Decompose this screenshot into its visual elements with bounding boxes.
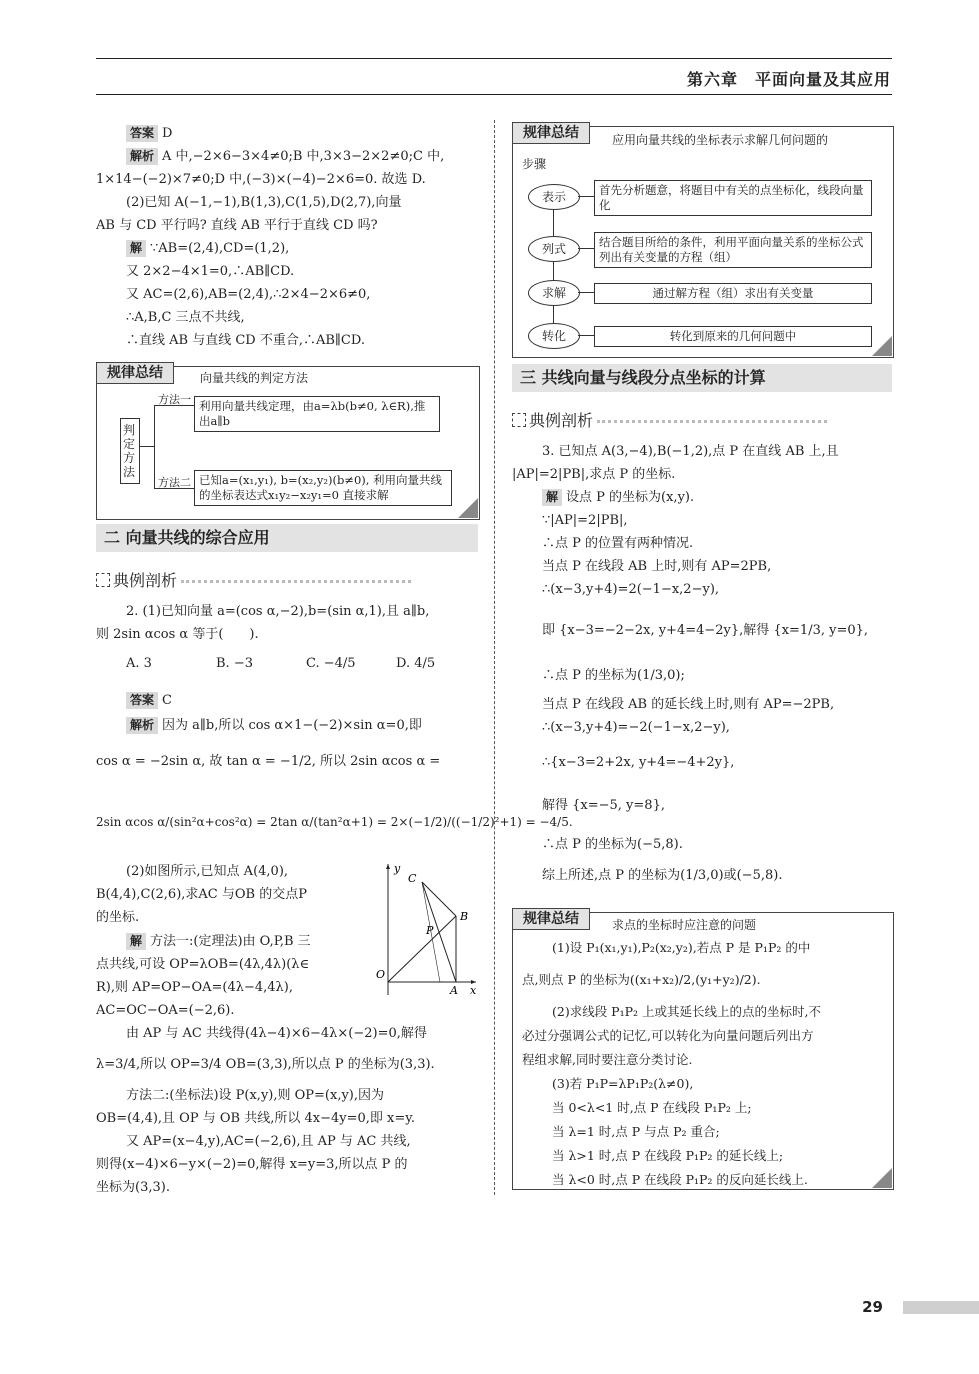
option-c: C. −4/5 bbox=[306, 656, 356, 671]
solution-line-5: ∴直线 AB 与直线 CD 不重合,∴AB∥CD. bbox=[126, 333, 365, 348]
rule3-line-8: 当 λ=1 时,点 P 与点 P₂ 重合; bbox=[552, 1124, 720, 1139]
step-1-oval: 表示 bbox=[528, 184, 580, 210]
analysis-label: 解析 bbox=[126, 148, 158, 165]
rule3-line-10: 当 λ<0 时,点 P 在线段 P₁P₂ 的反向延长线上. bbox=[552, 1172, 808, 1187]
q3-sol-3: ∴点 P 的位置有两种情况. bbox=[542, 536, 694, 551]
q1-part2-line2: AB 与 CD 平行吗? 直线 AB 平行于直线 CD 吗? bbox=[96, 218, 378, 233]
step-3-link bbox=[578, 292, 594, 293]
left-column-solution2: 解 方法一:(定理法)由 O,P,B 三 点共线,可设 OP=λOB=(4λ,4λ)(λ∈ R),则 AP=OP−OA=(4λ−4,4λ), AC=OC−OA=(−2,6). 由 AP 与 AC 共线得(4λ−4)×6−4λ×(−2)=0,解得 λ=3/4,所以 OP=3/4 OB=(3,3),所以点 P 的坐标为(3,3). 方法二:(坐标法)设 P(x,y),则 OP=(x,y),因为 OB=(4,4),且 OP 与 OB 共线,所以 4x−4y=0,即 x=y. 又 AP=(x−4,y),AC=(−2,6),且 AP 与 AC 共线, 则得(x−4)×6−y×(−2)=0,解得 x=y=3,所以点 P 的 坐标为(3,3). bbox=[96, 930, 486, 1199]
fig-label-b: B bbox=[460, 910, 469, 923]
fig-label-p: P bbox=[426, 924, 434, 937]
left-column-top bbox=[96, 122, 486, 352]
solution-label: 解 bbox=[126, 240, 146, 257]
fig-label-c: C bbox=[408, 872, 417, 885]
header-bottom-rule bbox=[96, 94, 892, 95]
analysis-line-1: A 中,−2×6−3×4≠0;B 中,3×3−2×2≠0;C 中, bbox=[162, 149, 445, 164]
option-b: B. −3 bbox=[216, 656, 253, 671]
answer-2: C bbox=[162, 693, 172, 708]
q3-line-2: |AP|=2|PB|,求点 P 的坐标. bbox=[512, 467, 676, 482]
rule2-corner bbox=[872, 336, 892, 356]
answer-label: 答案 bbox=[126, 125, 158, 142]
example-heading-left: 典例剖析 bbox=[96, 568, 411, 591]
rule1-corner bbox=[458, 498, 478, 518]
analysis2-line-3: 2sin αcos α/(sin²α+cos²α) = 2tan α/(tan²α+1) = 2×(−1/2)/((−1/2)²+1) = −4/5. bbox=[96, 815, 573, 829]
step-1-box: 首先分析题意，将题目中有关的点坐标化，线段向量化 bbox=[594, 180, 872, 216]
q3-sol-4: 当点 P 在线段 AB 上时,则有 AP=2PB, bbox=[542, 559, 772, 574]
q3-sol-7: ∴点 P 的坐标为(1/3,0); bbox=[542, 668, 685, 683]
q3-sol-9: ∴(x−3,y+4)=−2(−1−x,2−y), bbox=[542, 720, 730, 735]
rule-caption-2b: 步骤 bbox=[522, 157, 547, 171]
step-1-link bbox=[578, 196, 594, 197]
answer-1: D bbox=[162, 126, 173, 141]
rule-caption-2: 应用向量共线的坐标表示求解几何问题的 bbox=[612, 133, 829, 147]
right-column-q3: 3. 已知点 A(3,−4),B(−1,2),点 P 在直线 AB 上,且 |AP|=2|PB|,求点 P 的坐标. 解 设点 P 的坐标为(x,y). ∵|AP|=2|PB|, ∴点 P 的位置有两种情况. 当点 P 在线段 AB 上时,则有 AP=2PB, ∴(x−3,y+4)=2(−1−x,2−y), 即 {x−3=−2−2x, y+4=4−2y},解得 {x=1/3, y=0}, ∴点 P 的坐标为(1/3,0); 当点 P 在线段 AB 的延长线上时,则有 AP=−2PB, ∴(x−3,y+4)=−2(−1−x,2−y), ∴{x−3=2+2x, y+4=−4+2y}, 解得 {x=−5, y=8}, ∴点 P 的坐标为(−5,8). 综上所述,点 P 的坐标为(1/3,0)或(−5,8). bbox=[512, 440, 892, 887]
step-4-link bbox=[578, 335, 594, 336]
q1-part2-line1: (2)已知 A(−1,−1),B(1,3),C(1,5),D(2,7),向量 bbox=[126, 195, 402, 210]
page-number: 29 bbox=[862, 1298, 883, 1316]
rule-tag-3: 规律总结 bbox=[512, 908, 590, 930]
fig-label-y: y bbox=[394, 862, 401, 875]
rule3-line-5: 程组求解,同时要注意分类讨论. bbox=[522, 1052, 693, 1067]
q3-sol-2: ∵|AP|=2|PB|, bbox=[542, 513, 628, 528]
rule3-content bbox=[522, 936, 887, 1192]
rule3-corner bbox=[872, 1168, 892, 1188]
fig-label-x: x bbox=[470, 984, 477, 997]
q2-part2-line-1: (2)如图所示,已知点 A(4,0), bbox=[126, 864, 289, 879]
solution-line-3: 又 AC=(2,6),AB=(2,4),∴2×4−2×6≠0, bbox=[126, 287, 371, 302]
option-a: A. 3 bbox=[126, 656, 152, 671]
left-column-q2 bbox=[96, 600, 486, 646]
solution-line-4: ∴A,B,C 三点不共线, bbox=[126, 310, 245, 325]
q2-part2-line-2: B(4,4),C(2,6),求AC 与OB 的交点P bbox=[96, 887, 307, 902]
analysis-line-2: 1×14−(−2)×7≠0;D 中,(−3)×(−4)−2×6=0. 故选 D. bbox=[96, 172, 426, 187]
q3-line-1: 3. 已知点 A(3,−4),B(−1,2),点 P 在直线 AB 上,且 bbox=[542, 444, 839, 459]
rule1-bracket bbox=[154, 405, 155, 489]
section-2-title: 二 向量共线的综合应用 bbox=[96, 524, 478, 552]
step-2-oval: 列式 bbox=[528, 236, 580, 262]
header-top-rule bbox=[96, 58, 892, 59]
chapter-title: 第六章 平面向量及其应用 bbox=[686, 70, 891, 89]
q3-sol-12: ∴点 P 的坐标为(−5,8). bbox=[542, 837, 683, 852]
q2-part2-line-3: 的坐标. bbox=[96, 910, 140, 925]
method2-line-4: 则得(x−4)×6−y×(−2)=0,解得 x=y=3,所以点 P 的 bbox=[96, 1157, 408, 1172]
method1-line-3: R),则 AP=OP−OA=(4λ−4,4λ), bbox=[96, 980, 293, 995]
step-4-box: 转化到原来的几何问题中 bbox=[594, 326, 872, 347]
rule3-line-4: 必过分强调公式的记忆,可以转化为向量问题后列出方 bbox=[522, 1028, 814, 1043]
method1-line-5: 由 AP 与 AC 共线得(4λ−4)×6−4λ×(−2)=0,解得 bbox=[126, 1026, 427, 1041]
rule-tag-1: 规律总结 bbox=[96, 362, 174, 384]
method2-line-3: 又 AP=(x−4,y),AC=(−2,6),且 AP 与 AC 共线, bbox=[126, 1134, 411, 1149]
rule1-method1-box: 利用向量共线定理，由a=λb(b≠0, λ∈R),推出a∥b bbox=[194, 396, 440, 432]
option-d: D. 4/5 bbox=[396, 656, 436, 671]
rule1-root: 判定方法 bbox=[120, 418, 140, 484]
q3-sol-1: 设点 P 的坐标为(x,y). bbox=[566, 490, 695, 505]
left-column-q2-part2 bbox=[96, 860, 376, 929]
q3-sol-8: 当点 P 在线段 AB 的延长线上时,则有 AP=−2PB, bbox=[542, 697, 835, 712]
fig-label-a: A bbox=[450, 984, 458, 997]
q3-sol-10: ∴{x−3=2+2x, y+4=−4+2y}, bbox=[542, 755, 735, 770]
rule-caption-1: 向量共线的判定方法 bbox=[200, 371, 309, 385]
q3-sol-13: 综上所述,点 P 的坐标为(1/3,0)或(−5,8). bbox=[542, 868, 783, 883]
analysis2-line-1: 因为 a∥b,所以 cos α×1−(−2)×sin α=0,即 bbox=[162, 718, 422, 733]
q3-sol-6: 即 {x−3=−2−2x, y+4=4−2y},解得 {x=1/3, y=0}, bbox=[542, 623, 869, 638]
page-footer-bar bbox=[903, 1301, 979, 1314]
step-3-oval: 求解 bbox=[528, 280, 580, 306]
flow-spine bbox=[553, 208, 554, 328]
method1-line-2: 点共线,可设 OP=λOB=(4λ,4λ)(λ∈ bbox=[96, 957, 310, 972]
section-3-title: 三 共线向量与线段分点坐标的计算 bbox=[512, 364, 892, 392]
rule3-line-1: (1)设 P₁(x₁,y₁),P₂(x₂,y₂),若点 P 是 P₁P₂ 的中 bbox=[552, 940, 811, 955]
q3-sol-11: 解得 {x=−5, y=8}, bbox=[542, 798, 665, 813]
fig-label-o: O bbox=[376, 968, 386, 981]
method1-line-6: λ=3/4,所以 OP=3/4 OB=(3,3),所以点 P 的坐标为(3,3). bbox=[96, 1057, 435, 1072]
rule3-line-3: (2)求线段 P₁P₂ 上或其延长线上的点的坐标时,不 bbox=[552, 1004, 821, 1019]
step-3-box: 通过解方程（组）求出有关变量 bbox=[594, 283, 872, 304]
rule-caption-3: 求点的坐标时应注意的问题 bbox=[612, 918, 757, 932]
example-heading-right: 典例剖析 bbox=[512, 408, 827, 431]
rule1-method2-label: 方法二 bbox=[158, 476, 191, 489]
q3-sol-5: ∴(x−3,y+4)=2(−1−x,2−y), bbox=[542, 582, 720, 597]
solution-line-1: ∵AB=(2,4),CD=(1,2), bbox=[150, 241, 290, 256]
rule1-method2-box: 已知a=(x₁,y₁), b=(x₂,y₂)(b≠0), 利用向量共线的坐标表达式x₁y₂−x₂y₁=0 直接求解 bbox=[194, 470, 452, 506]
rule3-line-7: 当 0<λ<1 时,点 P 在线段 P₁P₂ 上; bbox=[552, 1100, 752, 1115]
step-2-box: 结合题目所给的条件，利用平面向量关系的坐标公式列出有关变量的方程（组） bbox=[594, 232, 872, 268]
method2-line-2: OB=(4,4),且 OP 与 OB 共线,所以 4x−4y=0,即 x=y. bbox=[96, 1111, 415, 1126]
solution-line-2: 又 2×2−4×1=0,∴AB∥CD. bbox=[126, 264, 295, 279]
rule3-line-2: 点,则点 P 的坐标为((x₁+x₂)/2,(y₁+y₂)/2). bbox=[522, 972, 761, 987]
method2-line-5: 坐标为(3,3). bbox=[96, 1180, 170, 1195]
rule1-method1-label: 方法一 bbox=[158, 393, 191, 406]
q2-line-1: 2. (1)已知向量 a=(cos α,−2),b=(sin α,1),且 a∥b, bbox=[126, 604, 430, 619]
q2-line-2: 则 2sin αcos α 等于( ). bbox=[96, 627, 259, 642]
step-4-oval: 转化 bbox=[528, 323, 580, 349]
method2-line-1: 方法二:(坐标法)设 P(x,y),则 OP=(x,y),因为 bbox=[126, 1088, 385, 1103]
example-heading-icon bbox=[96, 573, 110, 587]
rule3-line-6: (3)若 P₁P=λP₁P₂(λ≠0), bbox=[552, 1076, 694, 1091]
method1-line-4: AC=OC−OA=(−2,6). bbox=[96, 1003, 235, 1018]
rule1-connector bbox=[140, 446, 154, 447]
left-column-q2-answer: 答案 C 解析 因为 a∥b,所以 cos α×1−(−2)×sin α=0,即 bbox=[96, 688, 486, 738]
method1-line-1: 方法一:(定理法)由 O,P,B 三 bbox=[150, 934, 311, 949]
rule3-line-9: 当 λ>1 时,点 P 在线段 P₁P₂ 的延长线上; bbox=[552, 1148, 784, 1163]
column-divider bbox=[494, 120, 495, 1195]
rule-tag-2: 规律总结 bbox=[512, 122, 590, 144]
step-2-link bbox=[578, 248, 594, 249]
analysis2-line-2: cos α = −2sin α, 故 tan α = −1/2, 所以 2sin αcos α = bbox=[96, 754, 441, 769]
